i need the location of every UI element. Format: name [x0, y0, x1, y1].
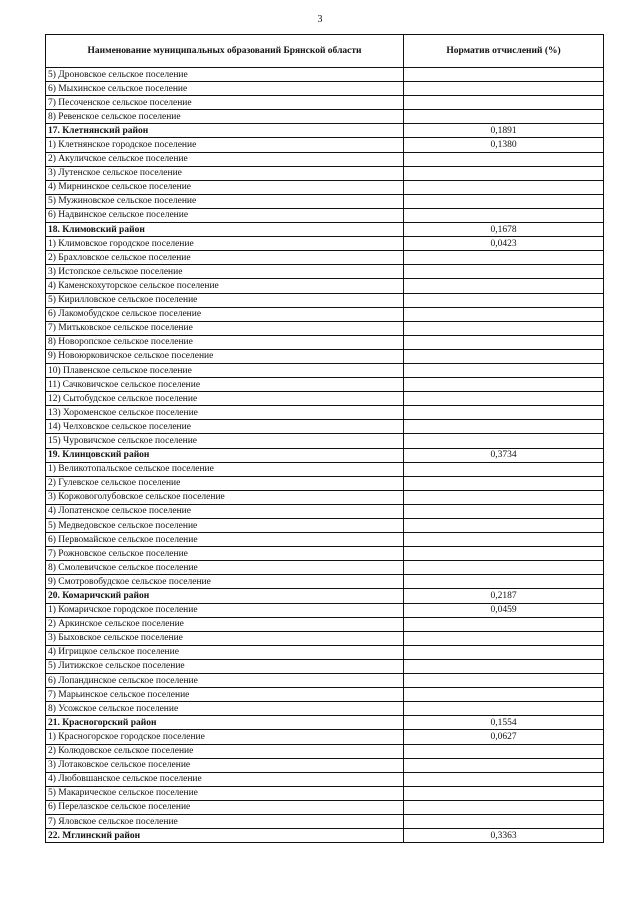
settlement-row [46, 462, 604, 476]
settlement-name: 1) Климовское городское поселение [46, 237, 404, 251]
settlement-row [46, 490, 604, 504]
settlement-name: 5) Мужиновское сельское поселение [46, 194, 404, 208]
settlement-row [46, 208, 604, 222]
deduction-rate-value [404, 702, 604, 716]
deduction-rate-value [404, 321, 604, 335]
table-header-row [46, 35, 604, 68]
settlement-row [46, 392, 604, 406]
settlement-name: 3) Лутенское сельское поселение [46, 166, 404, 180]
settlement-row [46, 349, 604, 363]
settlement-name: 4) Каменскохуторское сельское поселение [46, 279, 404, 293]
deduction-rate-value [404, 547, 604, 561]
district-row [46, 829, 604, 843]
settlement-name: 14) Челховское сельское поселение [46, 420, 404, 434]
deduction-rate-value: 0,1891 [404, 124, 604, 138]
settlement-name: 11) Сачковичское сельское поселение [46, 378, 404, 392]
settlement-row [46, 152, 604, 166]
settlement-row [46, 645, 604, 659]
deduction-rate-value [404, 265, 604, 279]
settlement-name: 13) Хороменское сельское поселение [46, 406, 404, 420]
settlement-row [46, 406, 604, 420]
settlement-row [46, 547, 604, 561]
settlement-name: 6) Лакомобудское сельское поселение [46, 307, 404, 321]
deduction-rate-value: 0,1678 [404, 223, 604, 237]
header-deduction-rate: Норматив отчислений (%) [404, 35, 604, 68]
settlement-name: 4) Любовшанское сельское поселение [46, 772, 404, 786]
district-name: 17. Клетнянский район [46, 124, 404, 138]
settlement-row [46, 744, 604, 758]
deduction-rate-value [404, 659, 604, 673]
settlement-name: 5) Дроновское сельское поселение [46, 68, 404, 82]
deduction-rate-value [404, 434, 604, 448]
settlement-name: 5) Кирилловское сельское поселение [46, 293, 404, 307]
deduction-rate-value [404, 82, 604, 96]
settlement-name: 6) Надвинское сельское поселение [46, 208, 404, 222]
settlement-row [46, 335, 604, 349]
settlement-row [46, 82, 604, 96]
deduction-rate-value [404, 758, 604, 772]
deduction-rate-value [404, 688, 604, 702]
deduction-rate-value [404, 631, 604, 645]
settlement-name: 2) Аркинское сельское поселение [46, 617, 404, 631]
deduction-rate-value [404, 208, 604, 222]
settlement-name: 3) Лотаковское сельское поселение [46, 758, 404, 772]
settlement-row [46, 279, 604, 293]
settlement-row [46, 194, 604, 208]
settlement-row [46, 68, 604, 82]
settlement-row [46, 321, 604, 335]
deduction-rate-value: 0,0423 [404, 237, 604, 251]
header-municipality-name: Наименование муниципальных образований Брянской области [46, 35, 404, 68]
settlement-name: 5) Медведовское сельское поселение [46, 519, 404, 533]
settlement-name: 1) Комаричское городское поселение [46, 603, 404, 617]
settlement-row [46, 772, 604, 786]
deduction-rate-value [404, 349, 604, 363]
norms-table [45, 34, 604, 843]
settlement-name: 7) Песоченское сельское поселение [46, 96, 404, 110]
deduction-rate-value [404, 251, 604, 265]
settlement-row [46, 138, 604, 152]
deduction-rate-value: 0,0459 [404, 603, 604, 617]
deduction-rate-value [404, 96, 604, 110]
deduction-rate-value: 0,1380 [404, 138, 604, 152]
settlement-row [46, 786, 604, 800]
district-name: 21. Красногорский район [46, 716, 404, 730]
settlement-name: 8) Ревенское сельское поселение [46, 110, 404, 124]
settlement-row [46, 702, 604, 716]
deduction-rate-value [404, 561, 604, 575]
settlement-row [46, 307, 604, 321]
deduction-rate-value [404, 504, 604, 518]
settlement-row [46, 758, 604, 772]
settlement-row [46, 688, 604, 702]
settlement-name: 3) Истопское сельское поселение [46, 265, 404, 279]
settlement-name: 8) Смолевичское сельское поселение [46, 561, 404, 575]
settlement-name: 9) Смотровобудское сельское поселение [46, 575, 404, 589]
settlement-row [46, 237, 604, 251]
settlement-name: 5) Макарическое сельское поселение [46, 786, 404, 800]
settlement-row [46, 363, 604, 377]
deduction-rate-value [404, 575, 604, 589]
settlement-name: 6) Перелазское сельское поселение [46, 800, 404, 814]
settlement-name: 7) Яловское сельское поселение [46, 814, 404, 828]
settlement-name: 1) Клетнянское городское поселение [46, 138, 404, 152]
settlement-name: 4) Мирнинское сельское поселение [46, 180, 404, 194]
deduction-rate-value [404, 335, 604, 349]
settlement-name: 4) Игрицкое сельское поселение [46, 645, 404, 659]
deduction-rate-value [404, 293, 604, 307]
settlement-row [46, 504, 604, 518]
settlement-name: 7) Марьинское сельское поселение [46, 688, 404, 702]
settlement-name: 8) Новоропское сельское поселение [46, 335, 404, 349]
settlement-row [46, 730, 604, 744]
settlement-name: 15) Чуровичское сельское поселение [46, 434, 404, 448]
settlement-name: 2) Колюдовское сельское поселение [46, 744, 404, 758]
settlement-row [46, 814, 604, 828]
settlement-row [46, 293, 604, 307]
settlement-name: 8) Усожское сельское поселение [46, 702, 404, 716]
district-row [46, 124, 604, 138]
deduction-rate-value [404, 476, 604, 490]
deduction-rate-value [404, 772, 604, 786]
deduction-rate-value [404, 180, 604, 194]
settlement-row [46, 476, 604, 490]
table-body [46, 68, 604, 843]
district-row [46, 448, 604, 462]
settlement-name: 2) Гулевское сельское поселение [46, 476, 404, 490]
deduction-rate-value [404, 406, 604, 420]
deduction-rate-value [404, 420, 604, 434]
district-name: 22. Мглинский район [46, 829, 404, 843]
deduction-rate-value [404, 814, 604, 828]
deduction-rate-value [404, 519, 604, 533]
settlement-row [46, 659, 604, 673]
deduction-rate-value [404, 166, 604, 180]
settlement-row [46, 519, 604, 533]
deduction-rate-value [404, 363, 604, 377]
settlement-row [46, 251, 604, 265]
deduction-rate-value: 0,0627 [404, 730, 604, 744]
settlement-row [46, 631, 604, 645]
district-name: 20. Комаричский район [46, 589, 404, 603]
settlement-name: 2) Брахловское сельское поселение [46, 251, 404, 265]
settlement-name: 3) Быховское сельское поселение [46, 631, 404, 645]
district-row [46, 589, 604, 603]
deduction-rate-value [404, 462, 604, 476]
deduction-rate-value [404, 645, 604, 659]
deduction-rate-value [404, 744, 604, 758]
settlement-row [46, 265, 604, 279]
settlement-row [46, 561, 604, 575]
settlement-name: 6) Лопандинское сельское поселение [46, 674, 404, 688]
settlement-row [46, 617, 604, 631]
settlement-row [46, 533, 604, 547]
deduction-rate-value [404, 279, 604, 293]
deduction-rate-value [404, 378, 604, 392]
deduction-rate-value [404, 674, 604, 688]
settlement-name: 3) Коржовоголубовское сельское поселение [46, 490, 404, 504]
settlement-name: 4) Лопатенское сельское поселение [46, 504, 404, 518]
district-row [46, 223, 604, 237]
deduction-rate-value: 0,2187 [404, 589, 604, 603]
settlement-row [46, 96, 604, 110]
deduction-rate-value [404, 152, 604, 166]
deduction-rate-value [404, 194, 604, 208]
district-name: 18. Климовский район [46, 223, 404, 237]
settlement-row [46, 420, 604, 434]
settlement-name: 1) Великотопальское сельское поселение [46, 462, 404, 476]
settlement-name: 6) Мыхинское сельское поселение [46, 82, 404, 96]
settlement-name: 6) Первомайское сельское поселение [46, 533, 404, 547]
settlement-row [46, 180, 604, 194]
settlement-row [46, 166, 604, 180]
deduction-rate-value [404, 533, 604, 547]
deduction-rate-value [404, 68, 604, 82]
settlement-row [46, 434, 604, 448]
deduction-rate-value: 0,1554 [404, 716, 604, 730]
district-row [46, 716, 604, 730]
deduction-rate-value [404, 617, 604, 631]
settlement-row [46, 674, 604, 688]
settlement-row [46, 800, 604, 814]
settlement-name: 10) Плавенское сельское поселение [46, 363, 404, 377]
settlement-name: 9) Новоюрковичское сельское поселение [46, 349, 404, 363]
deduction-rate-value [404, 392, 604, 406]
deduction-rate-value [404, 786, 604, 800]
settlement-name: 1) Красногорское городское поселение [46, 730, 404, 744]
settlement-row [46, 575, 604, 589]
deduction-rate-value [404, 490, 604, 504]
page-number: 3 [317, 14, 323, 25]
deduction-rate-value: 0,3734 [404, 448, 604, 462]
district-name: 19. Клинцовский район [46, 448, 404, 462]
deduction-rate-value [404, 307, 604, 321]
deduction-rate-value: 0,3363 [404, 829, 604, 843]
settlement-row [46, 110, 604, 124]
settlement-name: 12) Сытобудское сельское поселение [46, 392, 404, 406]
settlement-name: 7) Рожновское сельское поселение [46, 547, 404, 561]
settlement-row [46, 603, 604, 617]
settlement-row [46, 378, 604, 392]
settlement-name: 2) Акуличское сельское поселение [46, 152, 404, 166]
settlement-name: 5) Литижское сельское поселение [46, 659, 404, 673]
deduction-rate-value [404, 800, 604, 814]
deduction-rate-value [404, 110, 604, 124]
settlement-name: 7) Митьковское сельское поселение [46, 321, 404, 335]
